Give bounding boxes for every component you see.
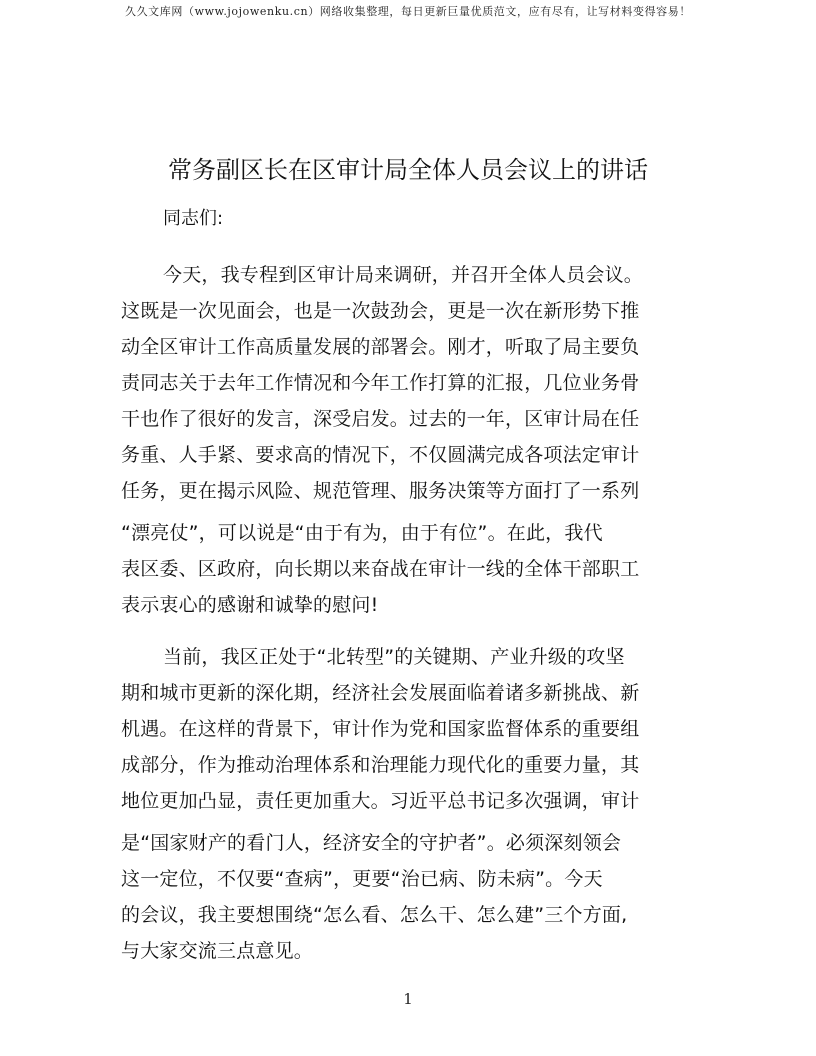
paragraph-line: 的会议，我主要想围绕“怎么看、怎么干、怎么建”三个方面, bbox=[121, 904, 628, 926]
paragraph-line: 表区委、区政府，向长期以来奋战在审计一线的全体干部职工 bbox=[121, 558, 640, 580]
paragraph-line: 是“国家财产的看门人，经济安全的守护者”。必须深刻领会 bbox=[121, 832, 622, 854]
paragraph-line: 与大家交流三点意见。 bbox=[121, 940, 314, 962]
paragraph-line: 动全区审计工作高质量发展的部署会。刚才，听取了局主要负 bbox=[121, 336, 640, 358]
paragraph-line: 务重、人手紧、要求高的情况下，不仅圆满完成各项法定审计 bbox=[121, 444, 640, 466]
paragraph-line: “漂亮仗”，可以说是“由于有为，由于有位”。在此，我代 bbox=[121, 522, 603, 544]
document-title: 常务副区长在区审计局全体人员会议上的讲话 bbox=[168, 156, 648, 184]
paragraph-line: 责同志关于去年工作情况和今年工作打算的汇报，几位业务骨 bbox=[121, 372, 640, 394]
paragraph-line: 期和城市更新的深化期，经济社会发展面临着诸多新挑战、新 bbox=[121, 682, 640, 704]
paragraph-line: 成部分，作为推动治理体系和治理能力现代化的重要力量，其 bbox=[121, 754, 640, 776]
paragraph-line: 表示衷心的感谢和诚挚的慰问! bbox=[121, 594, 379, 616]
page-number: 1 bbox=[403, 990, 413, 1008]
header-banner: 久久文库网（www.jojowenku.cn）网络收集整理，每日更新巨量优质范文，应有尽有，让写材料变得容易！ bbox=[124, 5, 691, 18]
salutation: 同志们: bbox=[163, 208, 224, 229]
paragraph-line: 这既是一次见面会，也是一次鼓劲会，更是一次在新形势下推 bbox=[121, 300, 640, 322]
paragraph-line: 今天，我专程到区审计局来调研，并召开全体人员会议。 bbox=[163, 264, 644, 286]
paragraph-line: 任务，更在揭示风险、规范管理、服务决策等方面打了一系列 bbox=[121, 480, 640, 502]
paragraph-line: 地位更加凸显，责任更加重大。习近平总书记多次强调，审计 bbox=[121, 790, 640, 812]
paragraph-line: 干也作了很好的发言，深受启发。过去的一年，区审计局在任 bbox=[121, 408, 640, 430]
paragraph-line: 这一定位，不仅要“查病”，更要“治已病、防未病”。今天 bbox=[121, 868, 603, 890]
paragraph-line: 当前，我区正处于“北转型”的关键期、产业升级的攻坚 bbox=[163, 646, 625, 668]
paragraph-line: 机遇。在这样的背景下，审计作为党和国家监督体系的重要组 bbox=[121, 718, 640, 740]
